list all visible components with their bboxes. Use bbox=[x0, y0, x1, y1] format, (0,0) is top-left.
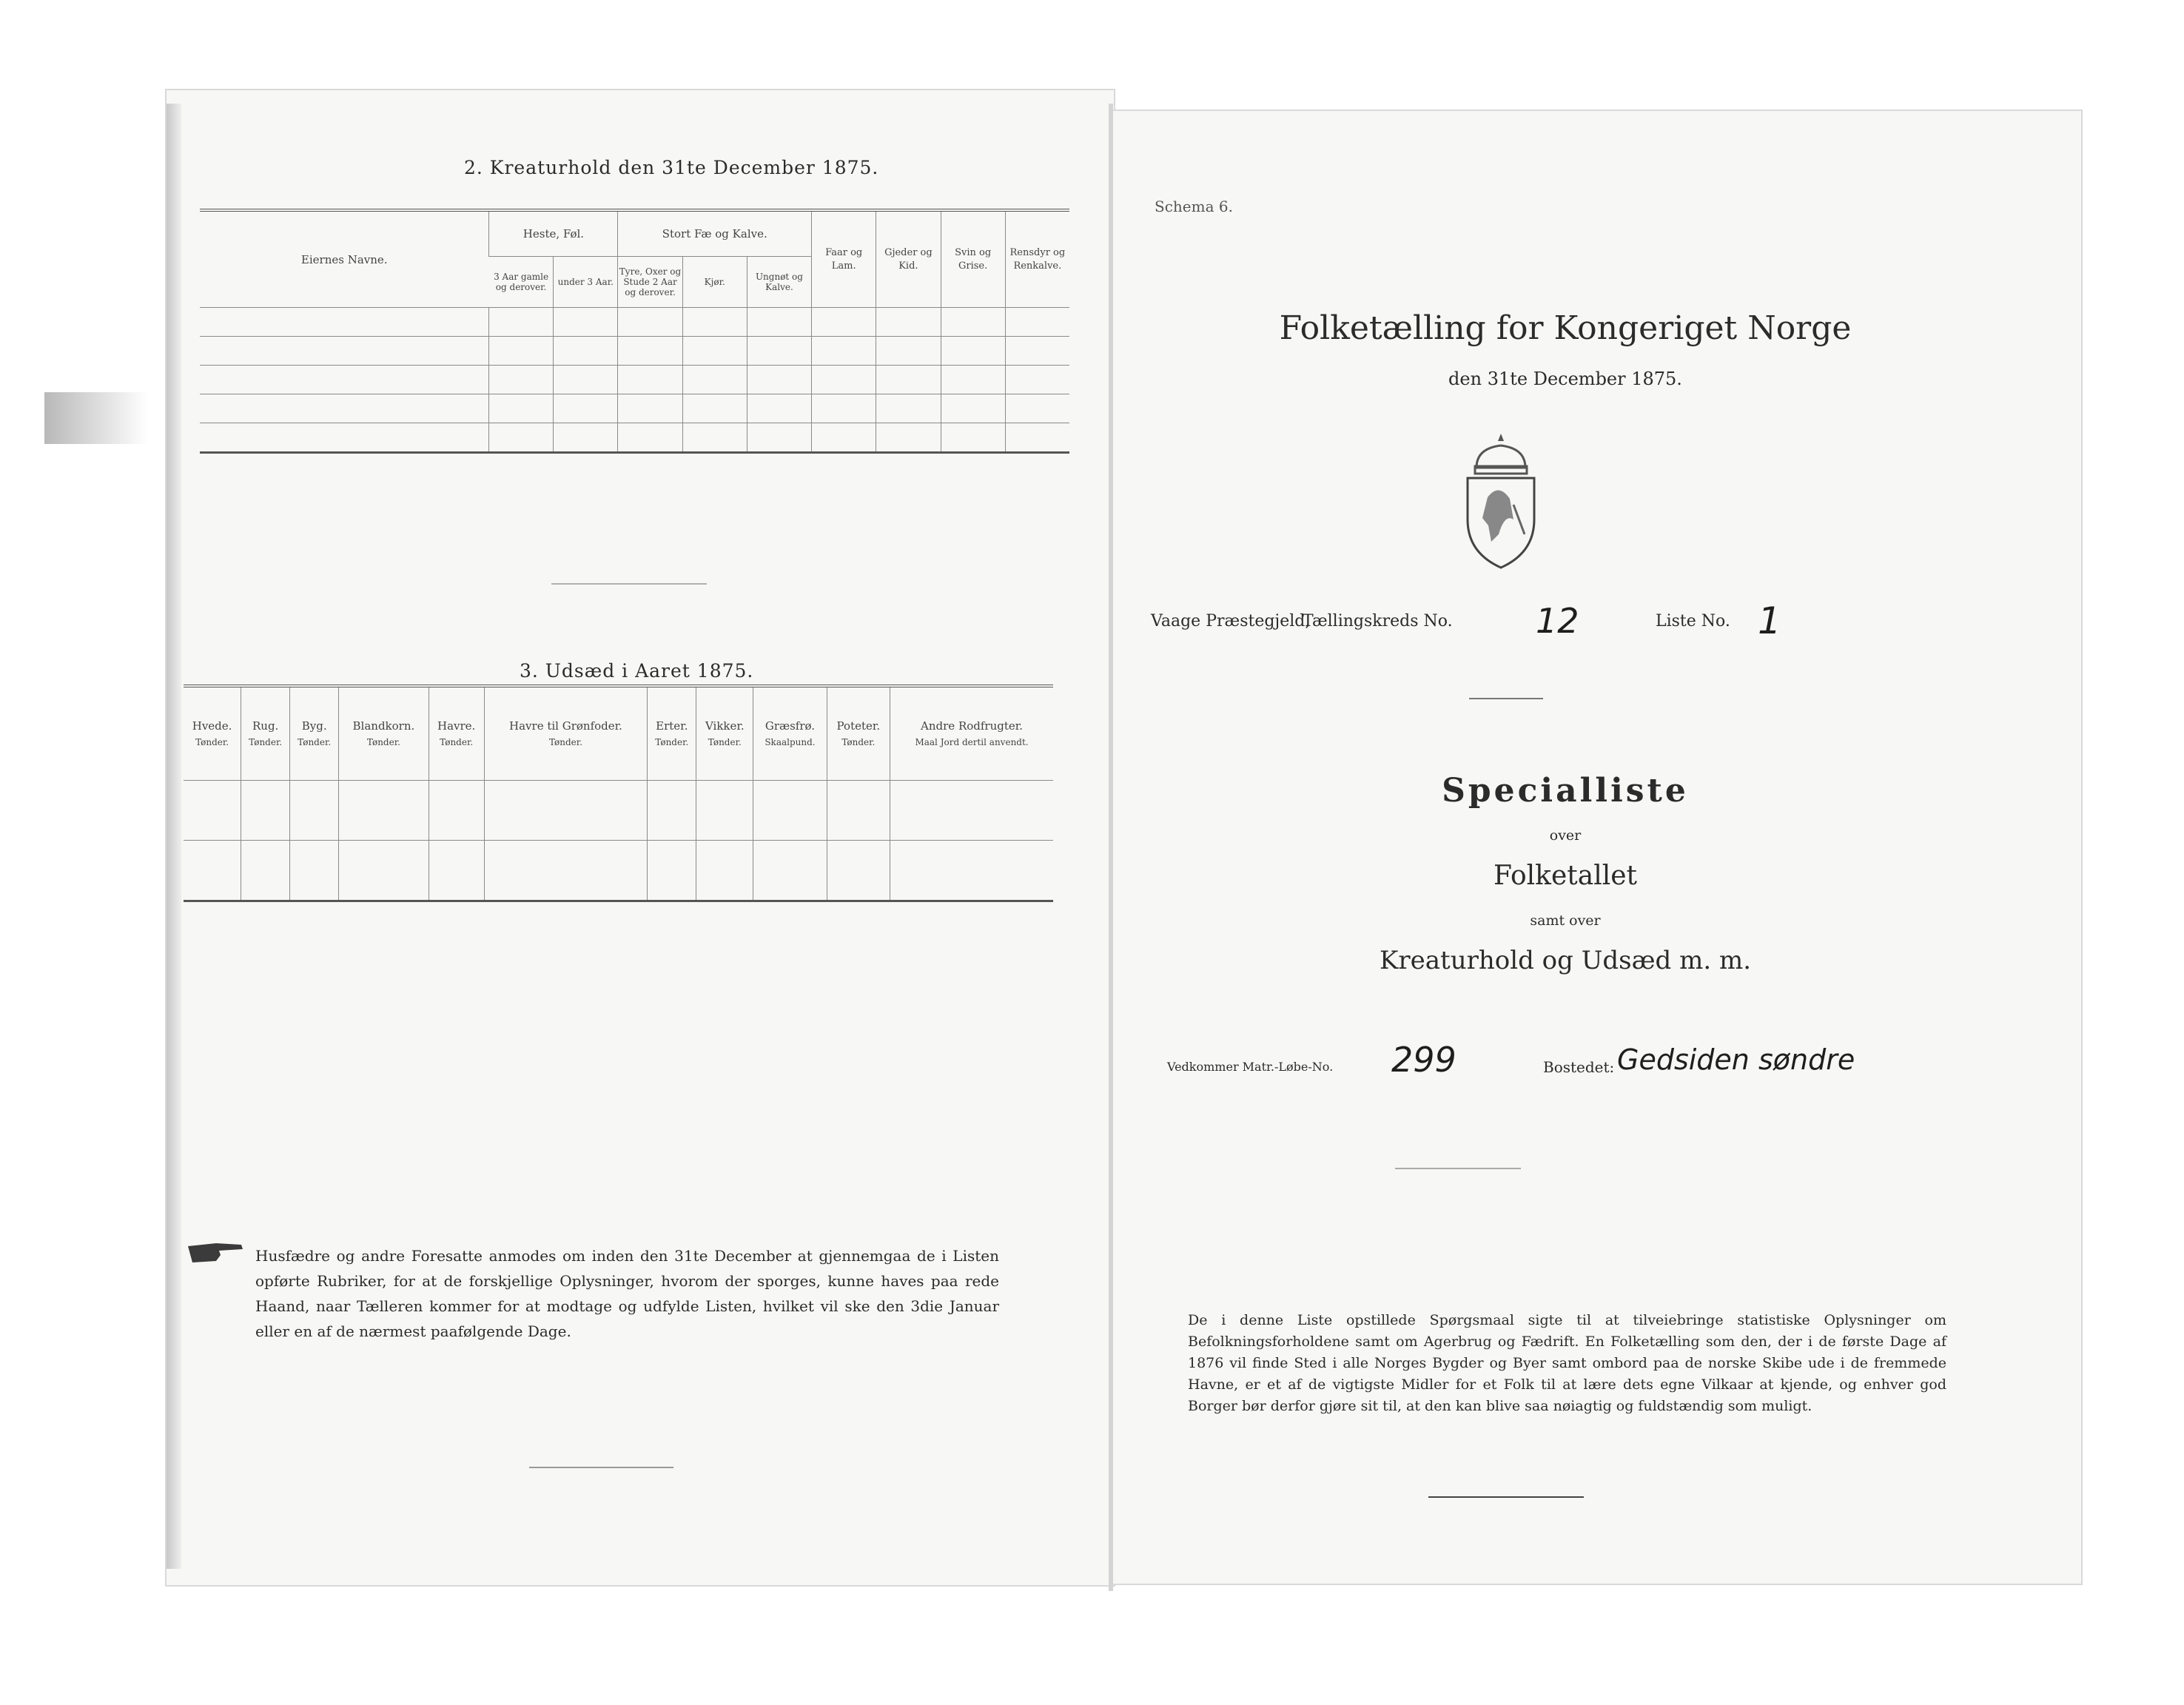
table-cell bbox=[747, 337, 811, 366]
crop-name: Andre Rodfrugter. bbox=[921, 719, 1024, 733]
horses-under3-subheader: under 3 Aar. bbox=[554, 257, 618, 308]
crop-name: Hvede. bbox=[192, 719, 232, 733]
table-cell bbox=[618, 394, 682, 423]
table-row bbox=[200, 394, 1069, 423]
table-cell bbox=[618, 366, 682, 394]
table-cell bbox=[682, 308, 747, 337]
table-cell bbox=[339, 781, 429, 841]
crop-name: Erter. bbox=[656, 719, 688, 733]
kreaturhold-text: Kreaturhold og Udsæd m. m. bbox=[1379, 946, 1751, 975]
table-cell bbox=[618, 337, 682, 366]
sowing-column-header bbox=[429, 686, 484, 781]
sowing-column-header bbox=[827, 686, 890, 781]
table-cell bbox=[554, 423, 618, 453]
table-cell bbox=[941, 308, 1005, 337]
sheep-header: Faar og Lam. bbox=[812, 210, 876, 308]
table-cell bbox=[941, 423, 1005, 453]
sowing-column-header bbox=[890, 686, 1053, 781]
cows-subheader: Kjør. bbox=[682, 257, 747, 308]
table-cell bbox=[827, 781, 890, 841]
divider bbox=[1428, 1496, 1584, 1498]
crop-name: Blandkorn. bbox=[352, 719, 415, 733]
table-cell bbox=[618, 423, 682, 453]
table-cell bbox=[554, 394, 618, 423]
divider bbox=[1469, 698, 1543, 699]
table-cell bbox=[241, 781, 290, 841]
table-cell bbox=[200, 308, 489, 337]
table-cell bbox=[812, 366, 876, 394]
sowing-column-header bbox=[753, 686, 827, 781]
table-cell bbox=[812, 423, 876, 453]
liste-number: 1 bbox=[1758, 599, 1781, 642]
scan-smudge bbox=[44, 392, 148, 444]
crop-name: Havre til Grønfoder. bbox=[509, 719, 622, 733]
table-cell bbox=[747, 394, 811, 423]
table-cell bbox=[876, 394, 941, 423]
table-cell bbox=[753, 841, 827, 901]
table-cell bbox=[241, 841, 290, 901]
crop-unit: Tønder. bbox=[366, 736, 400, 747]
crop-unit: Tønder. bbox=[655, 736, 689, 747]
table-cell bbox=[1005, 308, 1069, 337]
census-date: den 31te December 1875. bbox=[1448, 369, 1682, 389]
table-cell bbox=[890, 781, 1053, 841]
crop-unit: Maal Jord dertil anvendt. bbox=[915, 736, 1029, 747]
table-cell bbox=[429, 841, 484, 901]
table-cell bbox=[489, 423, 554, 453]
table-cell bbox=[200, 423, 489, 453]
table-cell bbox=[876, 337, 941, 366]
divider bbox=[1395, 1168, 1521, 1169]
table-cell bbox=[200, 394, 489, 423]
table-cell bbox=[1005, 337, 1069, 366]
crop-unit: Tønder. bbox=[841, 736, 876, 747]
table-row bbox=[200, 337, 1069, 366]
table-cell bbox=[1005, 366, 1069, 394]
table-cell bbox=[184, 841, 241, 901]
bosted-value: Gedsiden søndre bbox=[1617, 1043, 1855, 1076]
sowing-table bbox=[184, 685, 1053, 902]
bosted-label: Bostedet: bbox=[1543, 1058, 1615, 1076]
sowing-column-header bbox=[484, 686, 648, 781]
table-cell bbox=[429, 781, 484, 841]
table-cell bbox=[618, 308, 682, 337]
table-cell bbox=[876, 308, 941, 337]
table-cell bbox=[184, 781, 241, 841]
table-cell bbox=[812, 308, 876, 337]
table-cell bbox=[200, 366, 489, 394]
table-cell bbox=[890, 841, 1053, 901]
census-purpose-text: De i denne Liste opstillede Spørgsmaal sigte til at tilveiebringe statistiske Oplysninger om Befolkningsforholdene samt om Agerbrug og Fædrift. En Folketælling som den, der i de første Dage af 1876 vil finde Sted i alle Norges Bygder og Byer samt ombord paa de norske Skibe ude i de fremmede Havne, er et af de vigtigste Midler for et Folk til at lære dets egne Vilkaar at kjende, og enhver god Borger bør derfor gjøre sit til, at den kan blive saa nøiagtig og fuldstændig som muligt. bbox=[1188, 1312, 1946, 1414]
owner-names-header: Eiernes Navne. bbox=[300, 252, 388, 266]
crop-unit: Tønder. bbox=[708, 736, 742, 747]
table-cell bbox=[1005, 394, 1069, 423]
section2-title: 2. Kreaturhold den 31te December 1875. bbox=[464, 157, 879, 178]
table-cell bbox=[696, 841, 753, 901]
table-cell bbox=[489, 394, 554, 423]
crop-unit: Tønder. bbox=[548, 736, 583, 747]
young-cattle-subheader: Ungnøt og Kalve. bbox=[747, 257, 811, 308]
table-cell bbox=[941, 337, 1005, 366]
crop-name: Rug. bbox=[252, 719, 279, 733]
section3-title: 3. Udsæd i Aaret 1875. bbox=[520, 660, 754, 682]
crop-unit: Tønder. bbox=[440, 736, 474, 747]
table-cell bbox=[489, 308, 554, 337]
kreds-label: Tællingskreds No. bbox=[1303, 612, 1453, 630]
table-cell bbox=[682, 394, 747, 423]
horses-3yr-subheader: 3 Aar gamle og derover. bbox=[489, 257, 554, 308]
table-cell bbox=[682, 366, 747, 394]
crop-name: Vikker. bbox=[705, 719, 745, 733]
table-cell bbox=[200, 337, 489, 366]
table-cell bbox=[554, 337, 618, 366]
divider bbox=[551, 583, 707, 585]
table-cell bbox=[290, 781, 339, 841]
table-cell bbox=[812, 337, 876, 366]
table-cell bbox=[290, 841, 339, 901]
reindeer-header: Rensdyr og Renkalve. bbox=[1005, 210, 1069, 308]
table-row bbox=[200, 366, 1069, 394]
crop-name: Poteter. bbox=[836, 719, 881, 733]
table-row bbox=[200, 423, 1069, 453]
over-text: over bbox=[1549, 827, 1582, 844]
sowing-column-header bbox=[339, 686, 429, 781]
pigs-header: Svin og Grise. bbox=[941, 210, 1005, 308]
table-cell bbox=[941, 366, 1005, 394]
table-cell bbox=[489, 337, 554, 366]
bulls-subheader: Tyre, Oxer og Stude 2 Aar og derover. bbox=[618, 257, 682, 308]
sowing-column-header bbox=[648, 686, 696, 781]
prestegjeld-label: Vaage Præstegjeld, bbox=[1151, 612, 1311, 630]
sowing-column-header bbox=[241, 686, 290, 781]
table-cell bbox=[484, 781, 648, 841]
crop-unit: Tønder. bbox=[195, 736, 229, 747]
liste-label: Liste No. bbox=[1656, 612, 1730, 630]
table-cell bbox=[484, 841, 648, 901]
table-cell bbox=[876, 366, 941, 394]
samt-over-text: samt over bbox=[1530, 912, 1601, 929]
left-page-edge bbox=[167, 104, 181, 1569]
cattle-header: Stort Fæ og Kalve. bbox=[618, 210, 812, 257]
table-cell bbox=[648, 781, 696, 841]
table-cell bbox=[1005, 423, 1069, 453]
specialliste-heading: Specialliste bbox=[1442, 772, 1689, 810]
matr-label: Vedkommer Matr.-Løbe-No. bbox=[1167, 1060, 1334, 1074]
crop-unit: Tønder. bbox=[249, 736, 283, 747]
table-cell bbox=[696, 781, 753, 841]
table-cell bbox=[339, 841, 429, 901]
table-cell bbox=[682, 337, 747, 366]
kreds-number: 12 bbox=[1536, 601, 1579, 641]
census-title: Folketælling for Kongeriget Norge bbox=[1279, 309, 1852, 347]
table-cell bbox=[812, 394, 876, 423]
crop-name: Havre. bbox=[437, 719, 476, 733]
table-cell bbox=[554, 366, 618, 394]
crop-unit: Skaalpund. bbox=[765, 736, 816, 747]
horses-header: Heste, Føl. bbox=[489, 210, 618, 257]
table-cell bbox=[876, 423, 941, 453]
table-cell bbox=[489, 366, 554, 394]
sowing-header-row bbox=[184, 686, 1053, 781]
crop-name: Byg. bbox=[301, 719, 327, 733]
crop-unit: Tønder. bbox=[298, 736, 332, 747]
coat-of-arms-icon bbox=[1454, 431, 1548, 571]
table-row bbox=[184, 841, 1053, 901]
sowing-column-header bbox=[696, 686, 753, 781]
sowing-column-header bbox=[290, 686, 339, 781]
matr-number: 299 bbox=[1391, 1040, 1456, 1080]
table-cell bbox=[753, 781, 827, 841]
folketallet-text: Folketallet bbox=[1493, 861, 1638, 891]
pointing-hand-icon bbox=[187, 1237, 246, 1268]
instructions-notice: Husfædre og andre Foresatte anmodes om inden den 31te December at gjennemgaa de i Listen opførte Rubriker, for at de forskjellige Oplysninger, hvorom der sporges, kunne haves paa rede Haand, naar Tælleren kommer for at modtage og udfylde Listen, hvilket vil ske den 3die Januar eller en af de nærmest paafølgende Dage. bbox=[255, 1247, 999, 1340]
sowing-column-header bbox=[184, 686, 241, 781]
crop-name: Græsfrø. bbox=[765, 719, 816, 733]
livestock-table bbox=[200, 209, 1069, 454]
schema-label: Schema 6. bbox=[1155, 198, 1233, 215]
table-cell bbox=[648, 841, 696, 901]
table-row bbox=[184, 781, 1053, 841]
table-cell bbox=[747, 423, 811, 453]
table-cell bbox=[554, 308, 618, 337]
table-cell bbox=[747, 308, 811, 337]
table-cell bbox=[747, 366, 811, 394]
table-cell bbox=[827, 841, 890, 901]
table-cell bbox=[941, 394, 1005, 423]
table-cell bbox=[682, 423, 747, 453]
divider bbox=[529, 1467, 673, 1468]
table-row bbox=[200, 308, 1069, 337]
book-spine bbox=[1109, 104, 1113, 1591]
goats-header: Gjeder og Kid. bbox=[876, 210, 941, 308]
